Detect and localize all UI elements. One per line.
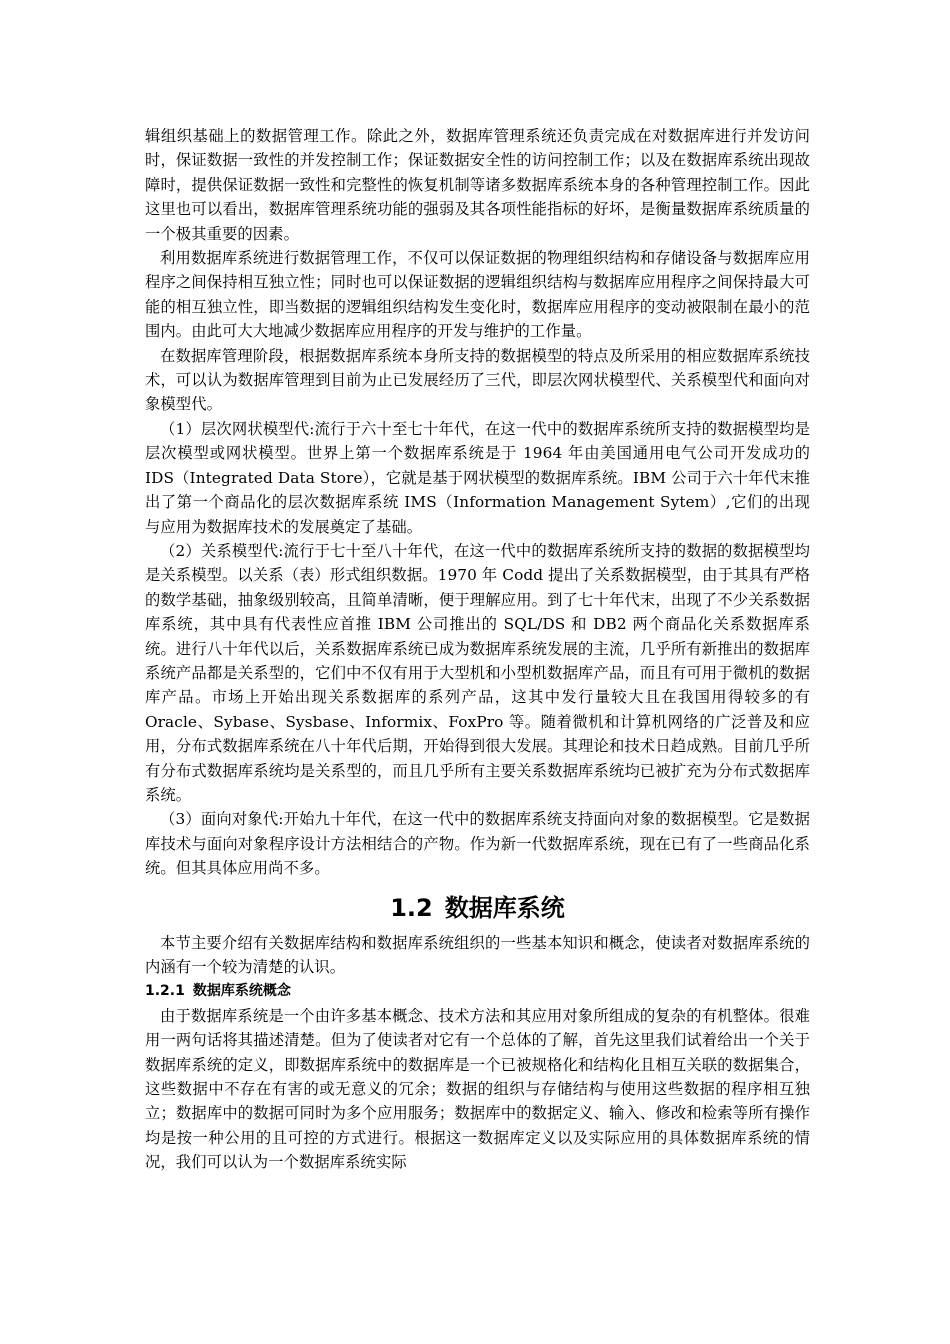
section-number: 1.2 bbox=[390, 893, 433, 922]
paragraph-hierarchical-network-generation: （1）层次网状模型代:流行于六十至七十年代，在这一代中的数据库系统所支持的数据模型均是层次模型或网状模型。世界上第一个数据库系统是于 1964 年由美国通用电气公司开发成功的 IDS（Integrated Data Store），它就是基于网状模型的数据库系统。IBM 公司于六十年代末推出了第一个商品化的层次数据库系统 IMS（Information Management Sytem）,它们的出现与应用为数据库技术的发展奠定了基础。 bbox=[145, 419, 810, 536]
section-title: 数据库系统 bbox=[444, 893, 565, 922]
subsection-number: 1.2.1 bbox=[145, 983, 185, 1000]
section-intro-paragraph: 本节主要介绍有关数据库结构和数据库系统组织的一些基本知识和概念，使读者对数据库系统的内涵有一个较为清楚的认识。 bbox=[145, 933, 810, 976]
section-heading bbox=[145, 890, 810, 926]
subsection-title: 数据库系统概念 bbox=[192, 983, 291, 1000]
paragraph-three-generations: 在数据库管理阶段，根据数据库系统本身所支持的数据模型的特点及所采用的相应数据库系统技术，可以认为数据库管理到目前为止已发展经历了三代，即层次网状模型代、关系模型代和面向对象模型代。 bbox=[145, 346, 810, 414]
paragraph-relational-generation: （2）关系模型代:流行于七十至八十年代，在这一代中的数据库系统所支持的数据的数据模型均是关系模型。以关系（表）形式组织数据。1970 年 Codd 提出了关系数据模型，由于其具有严格的数学基础，抽象级别较高，且简单清晰，便于理解应用。到了七十年代末，出现了不少关系数据库系统，其中具有代表性应首推 IBM 公司推出的 SQL/DS 和 DB2 两个商品化关系数据库系统。进行八十年代以后，关系数据库系统已成为数据库系统发展的主流，几乎所有新推出的数据库系统产品都是关系型的，它们中不仅有用于大型机和小型机数据库产品，而且有可用于微机的数据库产品。市场上开始出现关系数据库的系列产品，这其中发行量较大且在我国用得较多的有 Oracle、Sybase、Sysbase、Informix、FoxPro 等。随着微机和计算机网络的广泛普及和应用，分布式数据库系统在八十年代后期，开始得到很大发展。其理论和技术日趋成熟。目前几乎所有分布式数据库系统均是关系型的，而且几乎所有主要关系数据库系统均已被扩充为分布式数据库系统。 bbox=[145, 541, 810, 804]
subsection-heading bbox=[145, 979, 810, 1003]
paragraph-data-independence: 利用数据库系统进行数据管理工作，不仅可以保证数据的物理组织结构和存储设备与数据库应用程序之间保持相互独立性；同时也可以保证数据的逻辑组织结构与数据库应用程序之间保持最大可能的相互独立性，即当数据的逻辑组织结构发生变化时，数据库应用程序的变动被限制在最小的范围内。由此可大大地减少数据库应用程序的开发与维护的工作量。 bbox=[145, 249, 810, 341]
subsection-body-paragraph: 由于数据库系统是一个由许多基本概念、技术方法和其应用对象所组成的复杂的有机整体。很难用一两句话将其描述清楚。但为了使读者对它有一个总体的了解，首先这里我们试着给出一个关于数据库系统的定义，即数据库系统中的数据库是一个已被规格化和结构化且相互关联的数据集合，这些数据中不存在有害的或无意义的冗余；数据的组织与存储结构与使用这些数据的程序相互独立；数据库中的数据可同时为多个应用服务；数据库中的数据定义、输入、修改和检索等所有操作均是按一种公用的且可控的方式进行。根据这一数据库定义以及实际应用的具体数据库系统的情况，我们可以认为一个数据库系统实际 bbox=[145, 1006, 810, 1172]
paragraph-dbms-functions: 辑组织基础上的数据管理工作。除此之外，数据库管理系统还负责完成在对数据库进行并发访问时，保证数据一致性的并发控制工作；保证数据安全性的访问控制工作；以及在数据库系统出现故障时，提供保证数据一致性和完整性的恢复机制等诸多数据库系统本身的各种管理控制工作。因此这里也可以看出，数据库管理系统功能的强弱及其各项性能指标的好坏，是衡量数据库系统质量的一个极其重要的因素。 bbox=[145, 127, 810, 243]
page-content bbox=[145, 124, 810, 1175]
paragraph-object-oriented-generation: （3）面向对象代:开始九十年代，在这一代中的数据库系统支持面向对象的数据模型。它是数据库技术与面向对象程序设计方法相结合的产物。作为新一代数据库系统，现在已有了一些商品化系统。但其具体应用尚不多。 bbox=[145, 810, 810, 878]
